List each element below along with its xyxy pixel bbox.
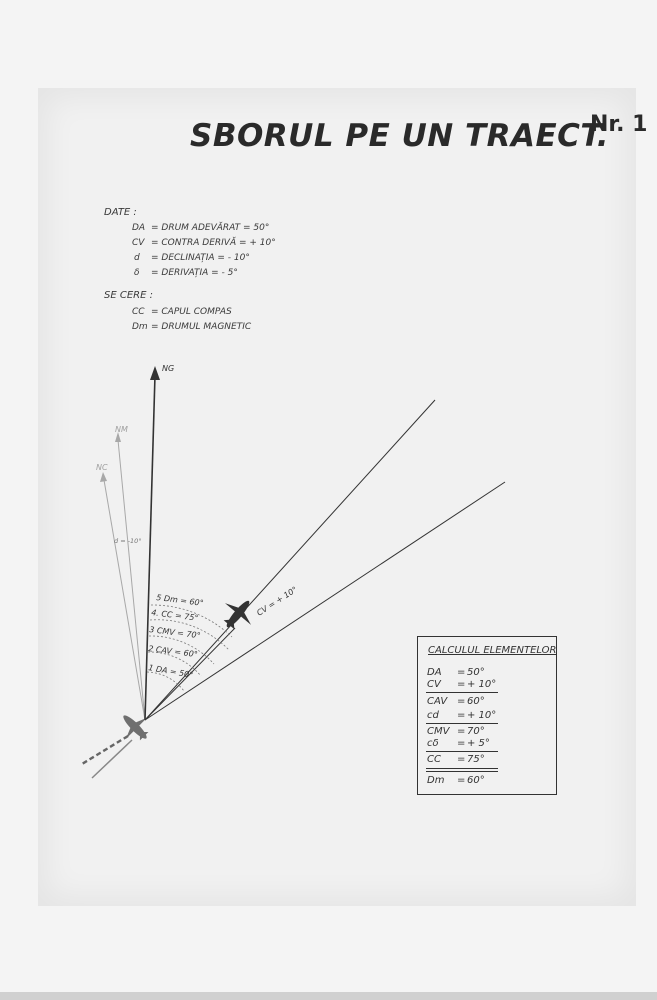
calc-row-cmv-val: 70° bbox=[467, 726, 485, 737]
required-item-dm-sym: Dm bbox=[132, 322, 148, 332]
calc-row-dm-eq: = bbox=[457, 775, 466, 786]
nm-label: NM bbox=[115, 425, 128, 434]
angle-label-cav: 2 CAV = 60° bbox=[147, 644, 199, 660]
required-item-cc-sym: CC bbox=[132, 307, 145, 317]
declination-label: d = -10° bbox=[114, 537, 142, 545]
calc-row-cd-sym: cd bbox=[427, 710, 439, 721]
calc-row-cav-val: 60° bbox=[467, 696, 485, 707]
calc-row-da-eq: = bbox=[457, 667, 466, 678]
calculation-title: CALCULUL ELEMENTELOR bbox=[428, 645, 557, 656]
calculation-box bbox=[417, 636, 557, 795]
required-item-cc-text: = CAPUL COMPAS bbox=[151, 307, 232, 317]
cv-label: CV = + 10° bbox=[255, 584, 299, 618]
given-item-d-sym: d bbox=[134, 253, 140, 263]
nc-line bbox=[104, 480, 145, 720]
given-item-delta-sym: δ bbox=[134, 268, 140, 278]
required-item-dm-text: = DRUMUL MAGNETIC bbox=[151, 322, 252, 332]
calc-sum-rule-3 bbox=[426, 751, 498, 752]
calc-row-cc-sym: CC bbox=[427, 754, 441, 765]
calc-sum-rule-2 bbox=[426, 723, 498, 724]
calc-row-cv bbox=[427, 679, 499, 693]
aircraft-enroute-icon bbox=[214, 590, 262, 638]
given-item-cv-sym: CV bbox=[132, 238, 145, 248]
calc-sum-rule-4a bbox=[426, 768, 498, 769]
calc-row-cd-eq: = bbox=[457, 710, 466, 721]
north-label: NG bbox=[162, 364, 175, 373]
calc-row-dm bbox=[427, 775, 499, 789]
calc-row-cv-sym: CV bbox=[427, 679, 441, 690]
north-arrowhead bbox=[150, 366, 160, 380]
page-title: SBORUL PE UN TRAECT. bbox=[190, 118, 610, 154]
calc-row-cc bbox=[427, 754, 499, 768]
nc-arrowhead bbox=[100, 472, 107, 482]
calc-row-cdelta-val: + 5° bbox=[467, 738, 490, 749]
calc-row-cdelta-eq: = bbox=[457, 738, 466, 749]
calc-row-cv-val: + 10° bbox=[467, 679, 497, 690]
plate-number: Nr. 1 bbox=[590, 112, 648, 137]
angle-label-cc: 4. CC = 75° bbox=[150, 608, 199, 623]
given-item-da-sym: DA bbox=[132, 223, 146, 233]
nm-line bbox=[118, 440, 145, 720]
angle-label-da: 1 DA = 50° bbox=[147, 663, 194, 680]
calc-row-cav-sym: CAV bbox=[427, 696, 448, 707]
calc-row-dm-val: 60° bbox=[467, 775, 485, 786]
calc-row-da-val: 50° bbox=[467, 667, 485, 678]
calc-row-cc-eq: = bbox=[457, 754, 466, 765]
angle-label-cmv: 3 CMV = 70° bbox=[148, 625, 202, 641]
given-item-cv-text: = CONTRA DERIVĂ = + 10° bbox=[151, 238, 276, 248]
calc-row-cd bbox=[427, 710, 499, 724]
calc-sum-rule-4b bbox=[426, 771, 498, 772]
calc-row-cav bbox=[427, 696, 499, 710]
given-item-delta-text: = DERIVAȚIA = - 5° bbox=[151, 268, 238, 278]
calc-row-cmv-eq: = bbox=[457, 726, 466, 737]
given-label: DATE : bbox=[104, 207, 137, 218]
calc-row-cd-val: + 10° bbox=[467, 710, 497, 721]
calc-row-cdelta-sym: cδ bbox=[427, 738, 439, 749]
calc-row-cmv-sym: CMV bbox=[427, 726, 450, 737]
required-label: SE CERE : bbox=[104, 290, 153, 301]
given-item-da-text: = DRUM ADEVĂRAT = 50° bbox=[151, 223, 270, 233]
calc-row-da-sym: DA bbox=[427, 667, 442, 678]
calc-row-cv-eq: = bbox=[457, 679, 466, 690]
nc-label: NC bbox=[96, 463, 108, 472]
calc-sum-rule-1 bbox=[426, 692, 498, 693]
calc-row-cc-val: 75° bbox=[467, 754, 485, 765]
angle-label-dm: 5 Dm = 60° bbox=[155, 593, 205, 608]
calc-row-cav-eq: = bbox=[457, 696, 466, 707]
calc-row-dm-sym: Dm bbox=[427, 775, 445, 786]
calc-row-cdelta bbox=[427, 738, 499, 752]
given-item-d-text: = DECLINAȚIA = - 10° bbox=[151, 253, 250, 263]
